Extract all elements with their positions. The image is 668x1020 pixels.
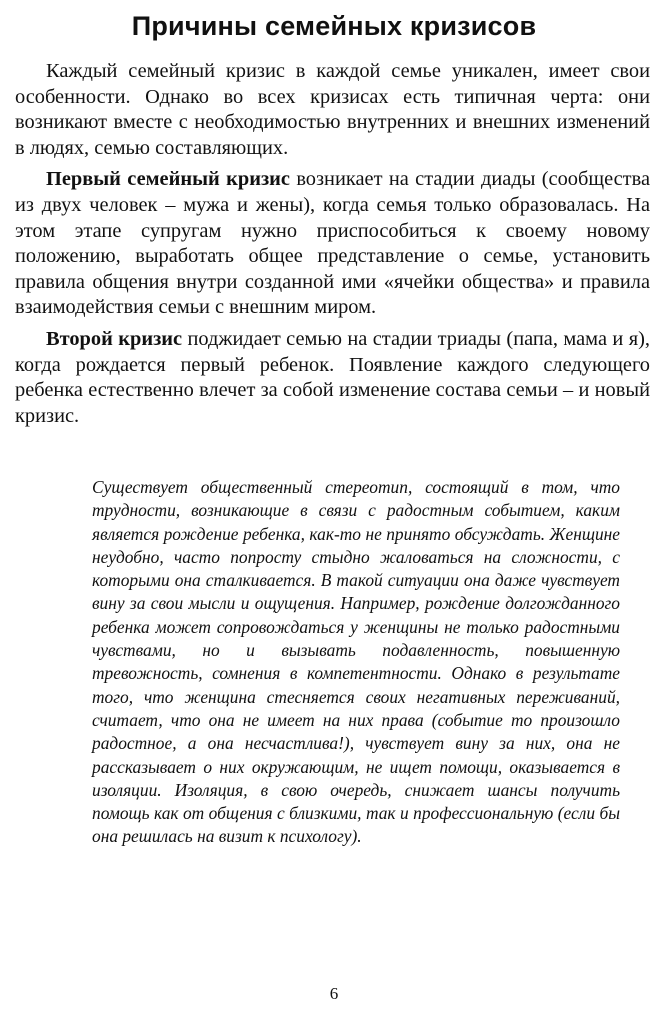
paragraph-lead: Второй кризис <box>46 327 183 350</box>
page-title: Причины семейных кризисов <box>131 11 537 41</box>
paragraph-text: Каждый семейный кризис в каждой семье уникален, имеет свои особенности. Однако во всех кризисах есть типичная черта: они возникают вместе с необходимостью внутренних и внешних изменений в людях, семью составляющих. <box>15 60 650 159</box>
paragraph-second-crisis <box>15 327 650 429</box>
paragraph-text: поджидает семью на стадии триады (папа, мама и я), когда рождается первый ребенок. Появление каждого следующего ребенка естественно влечет за собой изменение состава семьи – и новый кризис. <box>15 327 650 427</box>
paragraph-lead: Первый семейный кризис <box>46 168 290 191</box>
page-number: 6 <box>329 984 339 1003</box>
body-text <box>15 59 650 435</box>
italic-quote-block: Существует общественный стереотип, состоящий в том, что трудности, возникающие в связи с радостным событием, каким является рождение ребенка, как-то не принято обсуждать. Женщине неудобно, часто попросту стыдно жаловаться на сложности, с которыми она сталкивается. В такой ситуации она даже чувствует вину за свои мысли и ощущения. Например, рождение долгожданного ребенка может сопровождаться у женщины не только радостными чувствами, но и вызывать подавленность, повышенную тревожность, сомнения в компетентности. Однако в результате того, что женщина стесняется своих негативных переживаний, считает, что она не имеет на них права (событие то произошло радостное, а она несчастлива!), чувствует вину за них, она не рассказывает о них окружающим, не ищет помощи, оказывается в изоляции. Изоляция, в свою очередь, снижает шансы получить помощь как от общения с близкими, так и профессиональную (если бы она решилась на визит к психологу). <box>92 477 620 847</box>
paragraph-first-crisis <box>15 167 650 321</box>
paragraph-intro <box>15 59 650 161</box>
paragraph-text: возникает на стадии диады (сообщества из двух человек – мужа и жены), когда семья только образовалась. На этом этапе супругам нужно приспособиться к своему новому положению, выработать общее представление о семье, установить правила общения внутри созданной ими «ячейки общества» и правила взаимодействия семьи с внешним миром. <box>15 168 650 319</box>
